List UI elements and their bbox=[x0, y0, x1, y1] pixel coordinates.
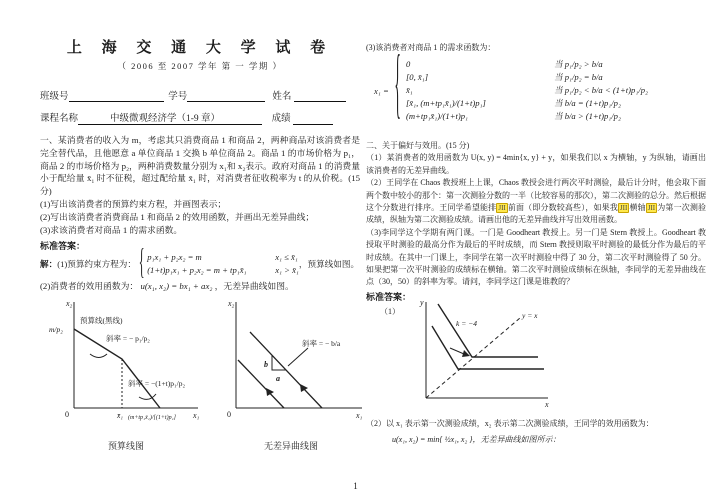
indifference-chart bbox=[216, 296, 366, 430]
x-intercept-label: (m+tp₁x̄₁)/[(1+t)p₁] bbox=[128, 415, 177, 421]
slope1-arc bbox=[90, 354, 107, 358]
right-column bbox=[366, 42, 706, 500]
case-condition: 当 b/a = (1+t)p₁/p₂ bbox=[553, 98, 621, 108]
origin-label: 0 bbox=[227, 410, 231, 419]
score-label: 成绩 bbox=[271, 114, 291, 124]
arrow-line bbox=[450, 348, 464, 354]
question-2 bbox=[366, 140, 706, 289]
kinked-curve-2 bbox=[432, 326, 544, 369]
case-condition: 当 p₁/p₂ > b/a bbox=[553, 59, 603, 69]
case-value: [0, x̄₁] bbox=[405, 72, 429, 82]
question-1 bbox=[40, 134, 360, 236]
case-condition: 当 p₁/p₂ = b/a bbox=[553, 72, 603, 82]
origin-label: 0 bbox=[65, 410, 69, 419]
page-number: 1 bbox=[353, 481, 358, 491]
jie-label: 解： bbox=[40, 259, 58, 269]
kinked-indifference-chart bbox=[412, 296, 557, 414]
ration-label: x̄₁ bbox=[117, 411, 123, 420]
case-value: 0 bbox=[405, 59, 411, 69]
case-value: x̄₁ bbox=[405, 85, 413, 95]
solution-1-prefix: (1)预算约束方程为： bbox=[57, 259, 136, 269]
course-value: 中级微观经济学（1-9 章） bbox=[110, 114, 221, 124]
solution-graphs bbox=[46, 296, 363, 452]
x-axis-label: x₁ bbox=[193, 411, 200, 420]
question-1-item1: (1)写出该消费者的预算约束方程，并画图表示； bbox=[40, 198, 227, 209]
budget-line-label: 预算线(黑线) bbox=[80, 316, 123, 325]
student-id-blank bbox=[187, 91, 265, 102]
comment-marker: JII bbox=[647, 204, 656, 213]
demand-lhs: x₁ = bbox=[374, 85, 389, 96]
slope2-label: 斜率 = −(1+t)p₁/p₂ bbox=[128, 379, 186, 388]
question-2-item1: （1）某消费者的效用函数为 U(x, y) = 4min{x, y} + y，如果我们以 x 为横轴，y 为纵轴，请画出该消费者的无差异曲线。 bbox=[366, 153, 706, 175]
case-condition: 当 p₁/p₂ < b/a < (1+t)p₁/p₂ bbox=[553, 85, 648, 95]
left-brace: { bbox=[394, 46, 401, 130]
left-column bbox=[40, 30, 363, 500]
comment-marker: JII bbox=[619, 204, 628, 213]
demand-function-prefix: (3)该消费者对商品 1 的需求函数为： bbox=[366, 43, 496, 52]
question-1-item3: (3)求该消费者对商品 1 的需求函数。 bbox=[40, 224, 183, 235]
slope-label: k = −4 bbox=[456, 319, 477, 328]
x-axis-label: x bbox=[545, 400, 549, 409]
item2-text-b: 前面（即分数较高些），如果我 bbox=[507, 203, 618, 213]
question-1-intro: 一、某消费者的收入为 m，考虑其只消费商品 1 和商品 2，两种商品对该消费者是完全替代品，且他愿意 a 单位商品 1 交换 b 单位商品 2。商品 1 的市场价格为 p₁，商品 2 的市场价格为 p₂，两种消费数量分别为 x₁和 x₂表示。政府对商品 1 的消费量小于配给量 x̄₁ 时不征税，超过配给量 x̄₁ 时，对消费者征收税率为 t 的从价税。(15 分) bbox=[40, 135, 360, 197]
page-title: 上 海 交 通 大 学 试 卷 bbox=[66, 40, 334, 56]
indifference-curve-2 bbox=[238, 360, 284, 408]
system-rows bbox=[147, 251, 299, 277]
item2-text-a: （2）王同学在 Chaos 教授班上上课，Chaos 教授会进行两次平时测验，最后计分时，他会取下面两个数中较小的那个：第一次测验分数的一半（比较容易的那次），第二次测验的总分。然后根据这个分数进行排序。王同学希望能排 bbox=[366, 178, 706, 213]
course-blank-right bbox=[222, 114, 262, 125]
solution-2-line bbox=[40, 280, 360, 293]
y-axis-label: y bbox=[420, 298, 424, 307]
case-value: (m+tp₁x̄₁)/(1+t)p₁ bbox=[405, 111, 469, 121]
form-row-course bbox=[40, 110, 360, 125]
name-blank bbox=[294, 91, 346, 102]
solution-2-prefix: (2)消费者的效用函数为： bbox=[40, 281, 139, 291]
y-axis-label: x₂ bbox=[228, 299, 235, 308]
answer-label-2: 标准答案： bbox=[366, 292, 412, 302]
kinked-curve-figure bbox=[412, 296, 562, 419]
sub1-label: （1） bbox=[380, 307, 400, 316]
comment-marker: JII bbox=[498, 204, 506, 213]
indifference-graph-caption: 无差异曲线图 bbox=[263, 441, 318, 451]
case-value: [x̄₁, (m+tp₁x̄₁)/(1+t)p₁] bbox=[405, 98, 486, 108]
question-2-item2 bbox=[366, 177, 706, 227]
class-blank bbox=[69, 91, 164, 102]
equation: (1+t)p₁x₁ + p₂x₂ = m + tp₁x̄₁ bbox=[147, 265, 247, 275]
budget-line-figure bbox=[46, 296, 206, 452]
budget-line-chart bbox=[46, 296, 206, 430]
arrow-on-curve-1 bbox=[300, 384, 308, 392]
item2-text-c: 横轴 bbox=[629, 203, 646, 213]
y-axis-label: x₂ bbox=[66, 299, 73, 308]
sub2-equation: u(x₁, x₂) = min{ ½x₁, x₂ }，无差异曲线如图所示： bbox=[392, 435, 561, 444]
condition: x₁ ≤ x̄₁ bbox=[275, 252, 298, 262]
demand-cases bbox=[406, 58, 648, 123]
slope-label: 斜率 = − b/a bbox=[302, 339, 341, 348]
equation: p₁x₁ + p₂x₂ = m bbox=[147, 252, 202, 262]
score-blank bbox=[293, 114, 333, 125]
course-label: 课程名称 bbox=[40, 114, 79, 124]
answer-label-1: 标准答案： bbox=[40, 241, 86, 251]
question-2-item3: （3)李同学这个学期有两门课。一门是 Goodheart 教授上。另一门是 Stern 教授上。Goodheart 教授取平时测验的最高分作为最后的平时成绩，而 Stern 教授则取平时测验的最低分作为最后的平时成绩。在其中一门课上，李同学在第一次平时测验中得了 30 分，第二次平时测验得了 50 分。如果把第一次平时测验的成绩标在横轴。第二次平时测验成绩标在纵轴，李同学的无差异曲线在点（30，50）的斜率为零。请问，李同学这门课是谁教的？ bbox=[366, 227, 706, 287]
forty-five-degree-line bbox=[426, 318, 520, 398]
item2-text-d: 为第一次测验成绩，纵轴为第二次测验成绩。请画出他的无差异曲线并写出效用函数。 bbox=[366, 203, 707, 225]
form-row-class bbox=[40, 88, 360, 102]
solution-2-suffix: ，无差异曲线如图。 bbox=[214, 281, 294, 291]
case-condition: 当 b/a > (1+t)p₁/p₂ bbox=[553, 111, 621, 121]
class-label: 班级号 bbox=[40, 92, 69, 102]
indifference-figure bbox=[216, 296, 366, 452]
slope1-label: 斜率 = − p₁/p₂ bbox=[106, 334, 150, 343]
student-id-label: 学号 bbox=[168, 92, 188, 102]
name-label: 姓名 bbox=[272, 92, 292, 102]
b-label: b bbox=[264, 360, 268, 369]
arrow-on-curve-2 bbox=[266, 388, 274, 396]
course-blank-left bbox=[78, 114, 108, 125]
question-1-item2: (2)写出该消费者消费商品 1 和商品 2 的效用函数，并画出无差异曲线； bbox=[40, 211, 315, 222]
diagonal-label: y = x bbox=[522, 311, 538, 320]
solution-1-suffix: ，预算线如图。 bbox=[298, 259, 360, 269]
question-2-heading: 二、关于偏好与效用。(15 分) bbox=[366, 141, 470, 150]
sub2-text: （2）以 x₁ 表示第一次测验成绩，x₂ 表示第二次测验成绩，王同学的效用函数为： bbox=[366, 419, 654, 428]
condition: x₁ > x̄₁ bbox=[275, 265, 299, 275]
slope-pointer-line bbox=[288, 348, 308, 366]
utility-equation: u(x₁, x₂) = bx₁ + ax₂ bbox=[140, 281, 213, 291]
left-brace: { bbox=[138, 243, 145, 282]
x-axis-label: x₁ bbox=[356, 411, 363, 420]
page-subtitle: （ 2006 至 2007 学年 第 一 学期 ） bbox=[117, 61, 283, 71]
budget-graph-caption: 预算线图 bbox=[107, 441, 144, 451]
a-label: a bbox=[276, 374, 280, 383]
y-intercept-label: m/p₂ bbox=[49, 325, 63, 334]
